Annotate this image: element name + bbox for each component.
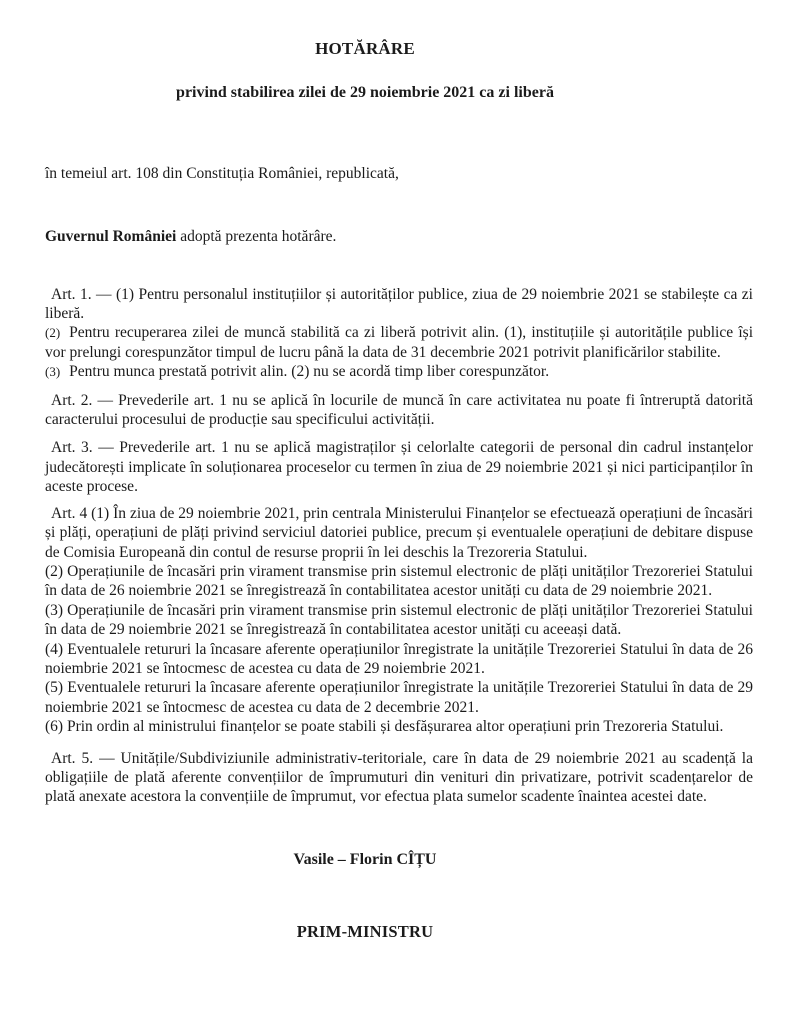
article-4-paragraph-3: (3) Operațiunile de încasări prin virament transmise prin sistemul electronic de plăți unităților Trezoreriei Statului în data de 29 noiembrie 2021 se înregistrează în contabilitatea acestor unități cu aceeași dată. [45,601,753,639]
article-3 [45,438,753,496]
document-subtitle: privind stabilirea zilei de 29 noiembrie 2021 ca zi liberă [176,84,554,102]
article-4-paragraph-6: (6) Prin ordin al ministrului finanțelor se poate stabili și desfășurarea altor operațiuni prin Trezoreria Statului. [45,718,724,736]
article-4-paragraph-4: (4) Eventualele retururi la încasare aferente operațiunilor înregistrate la unitățile Trezoreriei Statului în data de 26 noiembrie 2021 se întocmesc de acestea cu data de 29 noiembrie 2021. [45,640,753,677]
article-4 [45,504,753,737]
article-5-paragraph-1: Art. 5. — Unitățile/Subdiviziunile administrativ-teritoriale, care în data de 29 noiembrie 2021 au scadență la obligațiile de plată aferente convențiilor de împrumuturi din venituri din privatizare, potrivit scadențarelor de plată anexate acestora la convențiile de împrumut, vor efectua plata sumelor scadente înaintea acestei date. [45,749,753,806]
signatory-title: PRIM-MINISTRU [296,922,434,942]
article-2-paragraph-1: Art. 2. — Prevederile art. 1 nu se aplică în locurile de muncă în care activitatea nu poate fi întreruptă datorită caracterului procesului de producție sau specificului activității. [45,391,753,429]
article-4-paragraph-2: (2) Operațiunile de încasări prin virament transmise prin sistemul electronic de plăți unităților Trezoreriei Statului în data de 26 noiembrie 2021 se înregistrează în contabilitatea acestor unități cu data de 29 noiembrie 2021. [45,562,753,600]
article-1-paragraph-1: Art. 1. — (1) Pentru personalul instituțiilor și autorităților publice, ziua de 29 noiembrie 2021 se stabilește ca zi liberă. [45,285,753,323]
article-4-paragraph-5: (5) Eventualele retururi la încasare aferente operațiunilor înregistrate la unitățile Trezoreriei Statului în data de 29 noiembrie 2021 se întocmesc de acestea cu data de 2 decembrie 2021. [45,679,753,716]
alineat-marker: (3) [45,364,61,380]
signatory-name: Vasile – Florin CÎȚU [293,850,437,868]
preamble-text: în temeiul art. 108 din Constituția României, republicată, [45,164,399,182]
article-2 [45,391,753,430]
article-1-paragraph-2 [45,323,753,362]
adoption-text: adoptă prezenta hotărâre. [176,228,337,246]
adoption-line [45,227,753,246]
adoption-issuer: Guvernul României [45,228,177,246]
paragraph-text: Pentru recuperarea zilei de muncă stabilită ca zi liberă potrivit alin. (1), instituțiile și autoritățile publice își vor prelungi corespunzător timpul de lucru până la data de 31 decembrie 2021 potrivit planificărilor stabilite. [45,324,753,361]
article-3-paragraph-1: Art. 3. — Prevederile art. 1 nu se aplică magistraților și celorlalte categorii de personal din cadrul instanțelor judecătorești implicate în soluționarea proceselor cu termen în ziua de 29 noiembrie 2021 și nici participanților în aceste procese. [45,439,753,496]
articles [45,285,753,807]
document-title: HOTĂRÂRE [315,39,415,58]
article-1-paragraph-3 [45,362,753,381]
article-4-paragraph-1: Art. 4 (1) În ziua de 29 noiembrie 2021, prin centrala Ministerului Finanțelor se efectuează operațiuni de încasări și plăți, operațiuni de plăți privind serviciul datoriei publice, precum și eventualele operațiuni de debitare dispuse de Comisia Europeană din contul de resurse proprii în lei deschis la Trezoreria Statului. [45,504,753,561]
article-1 [45,285,753,382]
alineat-marker: (2) [45,325,61,341]
article-5 [45,749,753,807]
paragraph-text: Pentru munca prestată potrivit alin. (2) nu se acordă timp liber corespunzător. [69,363,550,381]
